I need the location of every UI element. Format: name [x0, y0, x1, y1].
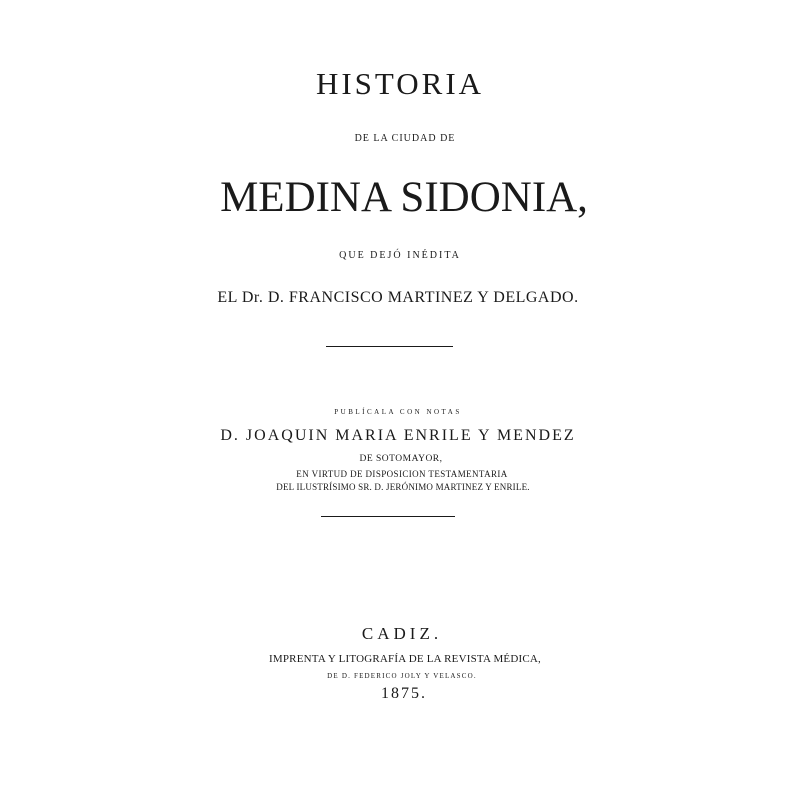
disposition-line: EN VIRTUD DE DISPOSICION TESTAMENTARIA [296, 469, 508, 479]
imprint-printer: IMPRENTA Y LITOGRAFÍA DE LA REVISTA MÉDICA, [269, 653, 541, 665]
title-que-dejo-inedita: QUE DEJÓ INÉDITA [339, 250, 461, 261]
imprint-place: CADIZ. [361, 624, 443, 643]
editor-name-continued: DE SOTOMAYOR, [359, 454, 443, 464]
benefactor-line: DEL ILUSTRÍSIMO SR. D. JERÓNIMO MARTINEZ Y ENRILE. [276, 482, 530, 492]
imprint-printer-owner: DE D. FEDERICO JOLY Y VELASCO. [327, 672, 477, 680]
title-de-la-ciudad: DE LA CIUDAD DE [354, 133, 456, 144]
title-city-name: MEDINA SIDONIA, [220, 174, 588, 221]
editor-name: D. JOAQUIN MARIA ENRILE Y MENDEZ [220, 427, 576, 444]
imprint-year: 1875. [381, 685, 427, 702]
author-line: EL Dr. D. FRANCISCO MARTINEZ Y DELGADO. [217, 289, 579, 306]
divider-rule-top [326, 346, 453, 347]
title-historia: HISTORIA [315, 66, 485, 101]
divider-rule-bottom [321, 516, 455, 517]
publicala-note: PUBLÍCALA CON NOTAS [334, 408, 462, 416]
